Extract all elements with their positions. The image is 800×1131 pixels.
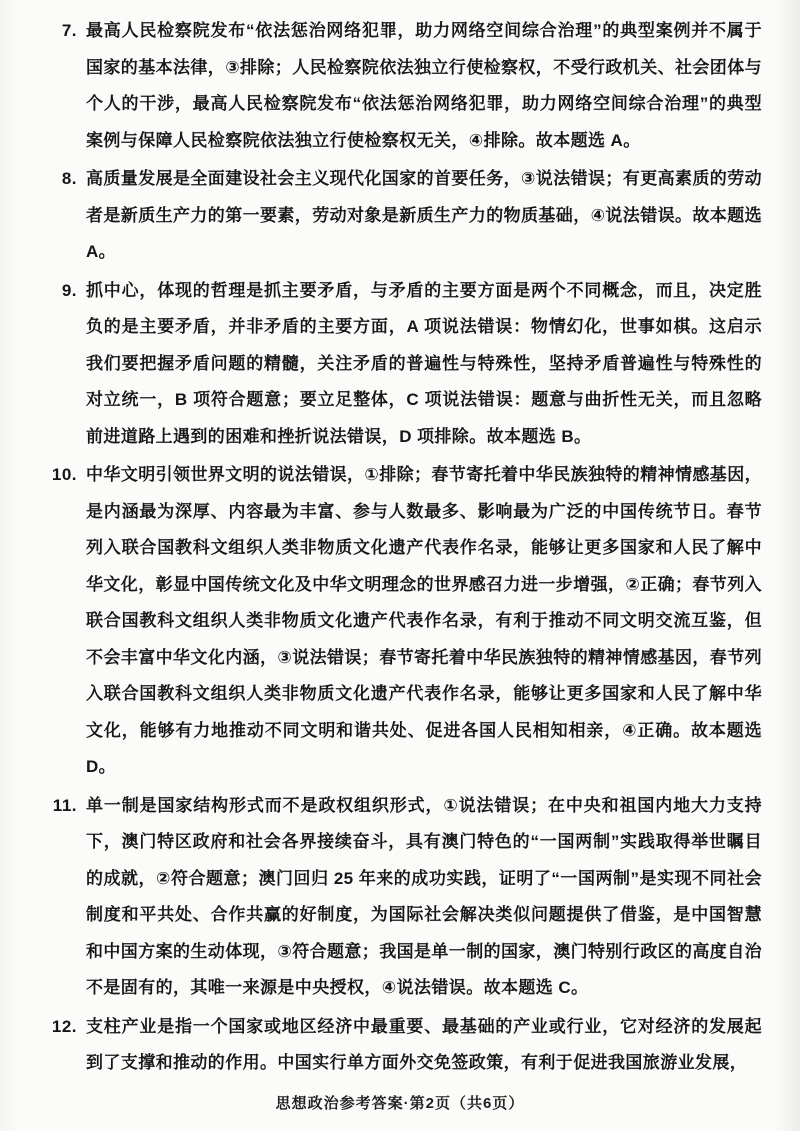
answers-list [40,13,762,1084]
footer-text: 思想政治参考答案·第2页（共6页） [275,1095,525,1112]
answer-item [40,273,762,456]
answer-text: 最高人民检察院发布“依法惩治网络犯罪，助力网络空间综合治理”的典型案例并不属于国家的基本法律，③排除；人民检察院依法独立行使检察权，不受行政机关、社会团体与个人的干涉，最高人民检察院发布“依法惩治网络犯罪，助力网络空间综合治理”的典型案例与保障人民检察院依法独立行使检察权无关，④排除。故本题选 A。 [86,21,762,150]
answer-item [40,161,762,271]
answer-item [40,13,762,159]
answer-number: 12. [51,1016,77,1036]
answer-number: 8. [61,169,77,188]
answer-item [40,1009,762,1082]
answer-text: 支柱产业是指一个国家或地区经济中最重要、最基础的产业或行业，它对经济的发展起到了支撑和推动的作用。中国实行单方面外交免签政策，有利于促进我国旅游业发展， [86,1016,762,1072]
answer-number: 10. [51,465,77,484]
answer-text: 单一制是国家结构形式而不是政权组织形式，①说法错误；在中央和祖国内地大力支持下，澳门特区政府和社会各界接续奋斗，具有澳门特色的“一国两制”实践取得举世瞩目的成就，②符合题意；澳门回归 25 年来的成功实践，证明了“一国两制”是实现不同社会制度和平共处、合作共赢的好制度，为国际社会解决类似问题提供了借鉴，是中国智慧和中国方案的生动体现，③符合题意；我国是单一制的国家，澳门特别行政区的高度自治不是固有的，其唯一来源是中央授权，④说法错误。故本题选 C。 [86,795,762,997]
answer-text: 中华文明引领世界文明的说法错误，①排除；春节寄托着中华民族独特的精神情感基因，是内涵最为深厚、内容最为丰富、参与人数最多、影响最为广泛的中国传统节日。春节列入联合国教科文组织人类非物质文化遗产代表作名录，能够让更多国家和人民了解中华文化，彰显中国传统文化及中华文明理念的世界感召力进一步增强，②正确；春节列入联合国教科文组织人类非物质文化遗产代表作名录，有利于推动不同文明交流互鉴，但不会丰富中华文化内涵，③说法错误；春节寄托着中华民族独特的精神情感基因，春节列入联合国教科文组织人类非物质文化遗产代表作名录，能够让更多国家和人民了解中华文化，能够有力地推动不同文明和谐共处、促进各国人民相知相亲，④正确。故本题选 D。 [86,465,762,776]
answer-number: 9. [61,280,77,300]
answer-text: 高质量发展是全面建设社会主义现代化国家的首要任务，③说法错误；有更高素质的劳动者是新质生产力的第一要素，劳动对象是新质生产力的物质基础，④说法错误。故本题选 A。 [86,169,762,261]
answer-number: 7. [61,21,77,40]
answer-item [40,457,762,786]
answer-number: 11. [52,795,77,815]
answer-item [40,788,762,1007]
answer-text: 抓中心，体现的哲理是抓主要矛盾，与矛盾的主要方面是两个不同概念，而且，决定胜负的是主要矛盾，并非矛盾的主要方面，A 项说法错误：物情幻化，世事如棋。这启示我们要把握矛盾问题的精髓，关注矛盾的普遍性与特殊性，坚持矛盾普遍性与特殊性的对立统一，B 项符合题意；要立足整体，C 项说法错误：题意与曲折性无关，而且忽略前进道路上遇到的困难和挫折说法错误，D 项排除。故本题选 B。 [86,280,762,446]
page-footer [0,1092,800,1113]
